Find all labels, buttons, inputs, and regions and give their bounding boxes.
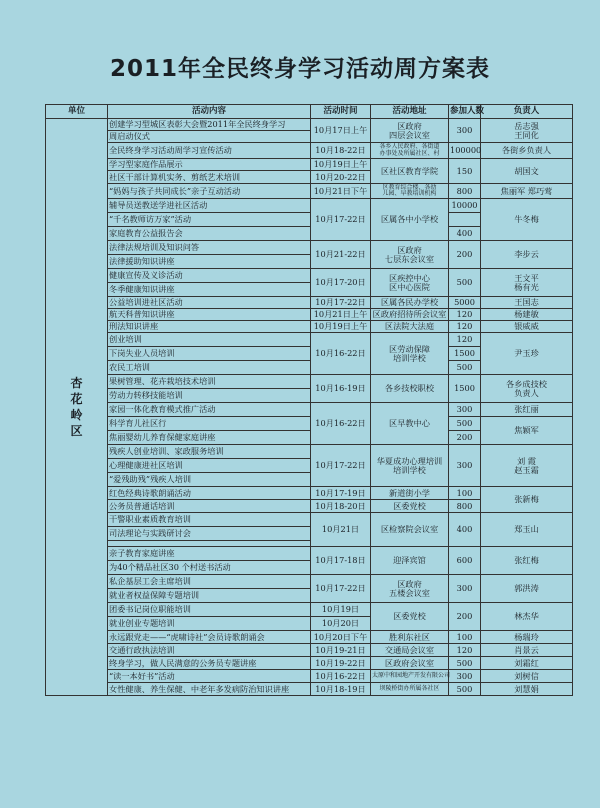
participants-cell: 500 <box>449 417 481 431</box>
location-line: 培训学校 <box>393 352 426 363</box>
participants-cell: 800 <box>449 500 481 513</box>
participants-cell: 200 <box>449 603 481 631</box>
participants-cell: 5000 <box>449 297 481 309</box>
leader-name: 赵玉霜 <box>514 464 539 475</box>
activity-cell: 航天科普知识讲座 <box>108 309 311 321</box>
time-cell: 10月16-22日 <box>311 333 371 375</box>
leader-cell <box>481 199 573 241</box>
location-cell <box>371 445 449 487</box>
activity-cell: 亲子教育家庭讲座 <box>108 547 311 561</box>
location-cell <box>371 631 449 644</box>
location-line: 交通局会议室 <box>384 644 435 655</box>
time-cell: 10月17-20日 <box>311 269 371 297</box>
participants-cell: 100 <box>449 487 481 500</box>
location-cell <box>371 333 449 375</box>
location-line: 区检察院会议室 <box>380 524 439 535</box>
participants-cell: 120 <box>449 644 481 657</box>
leader-name: 各街乡负责人 <box>501 145 552 156</box>
table-row <box>46 603 573 617</box>
time-cell: 10月16-22日 <box>311 670 371 683</box>
activity-cell: 法律援助知识讲座 <box>108 255 311 269</box>
time-cell: 10月20日 <box>311 617 371 631</box>
location-cell <box>371 657 449 670</box>
activity-cell: “千名教师访万家”活动 <box>108 213 311 227</box>
time-cell: 10月17-22日 <box>311 445 371 487</box>
time-cell: 10月17-22日 <box>311 575 371 603</box>
participants-cell: 200 <box>449 431 481 445</box>
location-cell <box>371 683 449 696</box>
time-cell: 10月18-20日 <box>311 500 371 513</box>
participants-cell: 400 <box>449 513 481 547</box>
leader-name: 尹玉珍 <box>514 348 539 359</box>
leader-cell <box>481 297 573 309</box>
time-cell: 10月18-19日 <box>311 683 371 696</box>
location-line: 坝陵桥街办所属各社区 <box>379 684 440 692</box>
leader-name: 肖景云 <box>514 644 539 655</box>
leader-name: 王同化 <box>514 129 539 140</box>
time-cell: 10月20-22日 <box>311 171 371 184</box>
activity-cell: 心理健康进社区培训 <box>108 459 311 473</box>
leader-cell <box>481 683 573 696</box>
location-line: 新道街小学 <box>389 487 430 498</box>
location-line: 区政府会议室 <box>384 657 435 668</box>
table-row <box>46 184 573 199</box>
leader-cell <box>481 241 573 269</box>
location-cell <box>371 403 449 445</box>
unit-char: 岭 <box>70 408 83 422</box>
unit-cell <box>46 119 108 696</box>
activity-cell: 法律法规培训及知识问答 <box>108 241 311 255</box>
participants-cell: 800 <box>449 184 481 199</box>
table-row <box>46 375 573 389</box>
activity-cell: 私企基层工会主席培训 <box>108 575 311 589</box>
activity-cell: 下岗失业人员培训 <box>108 347 311 361</box>
leader-name: 张红梅 <box>514 555 539 566</box>
header-time: 活动时间 <box>311 105 371 119</box>
leader-cell <box>481 445 573 487</box>
location-line: 区属各中小学校 <box>380 214 439 225</box>
leader-cell <box>481 309 573 321</box>
location-line: 区政府 <box>397 244 422 255</box>
time-cell: 10月21日上午 <box>311 309 371 321</box>
time-cell: 10月17日上午 <box>311 119 371 143</box>
table-row <box>46 333 573 347</box>
table-row <box>46 417 573 431</box>
leader-cell <box>481 575 573 603</box>
leader-cell <box>481 119 573 143</box>
leader-cell <box>481 333 573 375</box>
leader-name: 岳志强 <box>514 120 539 131</box>
leader-name: 郑玉山 <box>514 524 539 535</box>
header-leader: 负责人 <box>481 105 573 119</box>
participants-cell: 120 <box>449 321 481 333</box>
location-cell <box>371 297 449 309</box>
participants-cell: 120 <box>449 309 481 321</box>
location-cell <box>371 513 449 547</box>
unit-char: 区 <box>70 424 83 439</box>
location-line: 四层会议室 <box>389 129 430 140</box>
time-cell: 10月16-22日 <box>311 403 371 445</box>
leader-cell <box>481 417 573 445</box>
time-cell: 10月20日下午 <box>311 631 371 644</box>
activity-cell: 社区干部计算机实务、剪纸艺术培训 <box>108 171 311 184</box>
participants-cell: 120 <box>449 333 481 347</box>
table-row <box>46 445 573 459</box>
leader-cell <box>481 403 573 417</box>
table-row <box>46 199 573 213</box>
activity-cell: “爱残助残”残疾人培训 <box>108 473 311 487</box>
leader-name: 林杰华 <box>514 611 539 622</box>
leader-cell <box>481 657 573 670</box>
activity-cell: 刑法知识讲座 <box>108 321 311 333</box>
leader-cell <box>481 269 573 297</box>
location-line: 区早教中心 <box>389 418 430 429</box>
participants-cell: 300 <box>449 445 481 487</box>
location-line: 区政府 <box>397 120 422 131</box>
activity-cell: 果树管理、花卉栽培技术培训 <box>108 375 311 389</box>
activity-cell: 周启动仪式 <box>108 131 311 143</box>
participants-cell: 100000 <box>449 143 481 159</box>
location-line: 区劳动保障 <box>389 343 430 354</box>
time-cell: 10月19日上午 <box>311 159 371 171</box>
location-line: 七层东会议室 <box>384 253 435 264</box>
activity-cell: 就业创业专题培训 <box>108 617 311 631</box>
leader-name: 各乡成技校 <box>506 378 547 389</box>
table-header-row <box>46 105 573 119</box>
activity-cell: 冬季健康知识讲座 <box>108 283 311 297</box>
participants-cell <box>449 213 481 227</box>
activity-cell: 公益培训进社区活动 <box>108 297 311 309</box>
participants-cell: 200 <box>449 241 481 269</box>
time-cell: 10月18-22日 <box>311 143 371 159</box>
location-cell <box>371 603 449 631</box>
activity-cell: 终身学习，做人民满意的公务员专题讲座 <box>108 657 311 670</box>
location-cell <box>371 269 449 297</box>
leader-name: 刘 霞 <box>517 455 536 466</box>
participants-cell: 300 <box>449 403 481 417</box>
activity-cell: 女性健康、养生保健、中老年多发病防治知识讲座 <box>108 683 311 696</box>
table-row <box>46 403 573 417</box>
location-line: 办事处及所属社区、村 <box>379 149 440 157</box>
location-cell <box>371 241 449 269</box>
location-cell <box>371 375 449 403</box>
participants-cell: 100 <box>449 631 481 644</box>
unit-char: 花 <box>70 391 83 406</box>
time-cell: 10月17-18日 <box>311 547 371 575</box>
location-cell <box>371 199 449 241</box>
activity-cell: 为40个精品社区30 个村送书活动 <box>108 561 311 575</box>
location-cell <box>371 321 449 333</box>
leader-name: 杨瑞玲 <box>514 631 539 642</box>
location-cell <box>371 575 449 603</box>
leader-name: 郭洪涛 <box>514 583 539 594</box>
participants-cell: 300 <box>449 119 481 143</box>
location-line: 区政府 <box>397 578 422 589</box>
header-activity: 活动内容 <box>108 105 311 119</box>
participants-cell: 500 <box>449 657 481 670</box>
table-row <box>46 631 573 644</box>
time-cell: 10月17-22日 <box>311 297 371 309</box>
location-line: 太原中和园地产开发有限公司 <box>372 671 451 679</box>
leader-name: 负责人 <box>514 387 539 398</box>
table-row <box>46 269 573 283</box>
leader-cell <box>481 143 573 159</box>
time-cell: 10月21日 <box>311 513 371 547</box>
leader-name: 杨建敏 <box>514 309 539 320</box>
time-cell: 10月19日 <box>311 603 371 617</box>
activity-cell: 创业培训 <box>108 333 311 347</box>
location-line: 区中心医院 <box>389 281 430 292</box>
location-line: 区委党校 <box>393 500 426 511</box>
leader-cell <box>481 670 573 683</box>
participants-cell: 500 <box>449 683 481 696</box>
location-cell <box>371 309 449 321</box>
table-row <box>46 321 573 333</box>
time-cell: 10月21-22日 <box>311 241 371 269</box>
participants-cell: 10000 <box>449 199 481 213</box>
leader-name: 刘慧娟 <box>514 683 539 694</box>
leader-cell <box>481 644 573 657</box>
location-line: 区疾控中心 <box>389 272 430 283</box>
participants-cell: 1500 <box>449 347 481 361</box>
participants-cell: 300 <box>449 670 481 683</box>
participants-cell: 500 <box>449 269 481 297</box>
location-cell <box>371 143 449 159</box>
table-row <box>46 297 573 309</box>
unit-name <box>47 375 106 440</box>
activity-cell: 团委书记岗位职能培训 <box>108 603 311 617</box>
table-row <box>46 241 573 255</box>
table-row <box>46 547 573 561</box>
leader-name: 张红丽 <box>514 404 539 415</box>
location-line: 区政府招待所会议室 <box>372 309 447 320</box>
activity-cell: 学习型家庭作品展示 <box>108 159 311 171</box>
location-cell <box>371 547 449 575</box>
leader-cell <box>481 547 573 575</box>
leader-name: 焦颖军 <box>514 425 539 436</box>
location-line: 区教育综合楼、各幼 <box>382 183 437 191</box>
location-line: 区属各民办学校 <box>380 297 439 308</box>
participants-cell: 400 <box>449 227 481 241</box>
activity-cell: 家庭教育公益报告会 <box>108 227 311 241</box>
participants-cell: 500 <box>449 361 481 375</box>
activity-table <box>45 104 573 696</box>
time-cell: 10月17-22日 <box>311 199 371 241</box>
location-line: 华夏成功心理培训 <box>376 455 443 466</box>
activity-cell: 劳动力转移技能培训 <box>108 389 311 403</box>
leader-cell <box>481 513 573 547</box>
activity-cell: “读一本好书”活动 <box>108 670 311 683</box>
leader-name: 银威威 <box>514 321 539 332</box>
time-cell: 10月19日上午 <box>311 321 371 333</box>
time-cell: 10月19-22日 <box>311 657 371 670</box>
activity-cell: 全民终身学习活动周学习宣传活动 <box>108 143 311 159</box>
header-participants: 参加人数 <box>449 105 481 119</box>
leader-cell <box>481 184 573 199</box>
activity-cell: 创建学习型城区表彰大会暨2011年全民终身学习 <box>108 119 311 131</box>
table-row <box>46 513 573 527</box>
time-cell: 10月19-21日 <box>311 644 371 657</box>
activity-cell: 公务员普通话培训 <box>108 500 311 513</box>
time-cell: 10月21日下午 <box>311 184 371 199</box>
activity-cell: 干警职业素质教育培训 <box>108 513 311 527</box>
header-location: 活动地址 <box>371 105 449 119</box>
location-line: 区法院大法庭 <box>384 321 435 332</box>
location-line: 儿园、早教培训机构 <box>382 190 437 197</box>
table-row <box>46 683 573 696</box>
leader-name: 焦丽军 郑巧莺 <box>500 185 553 196</box>
leader-cell <box>481 631 573 644</box>
activity-cell: 交通行政执法培训 <box>108 644 311 657</box>
leader-cell <box>481 375 573 403</box>
participants-cell: 150 <box>449 159 481 184</box>
location-cell <box>371 670 449 683</box>
activity-cell: 辅导员送教送学进社区活动 <box>108 199 311 213</box>
page-title: 2011年全民终身学习活动周方案表 <box>109 56 490 82</box>
participants-cell: 1500 <box>449 375 481 403</box>
activity-cell: 科学育儿社区行 <box>108 417 311 431</box>
activity-cell: 家园一体化教育模式推广活动 <box>108 403 311 417</box>
activity-cell: 永远跟党走——“虎啸诗社”会员诗歌朗诵会 <box>108 631 311 644</box>
activity-cell: 红色经典诗歌朗诵活动 <box>108 487 311 500</box>
activity-cell: 残疾人创业培训、家政服务培训 <box>108 445 311 459</box>
leader-name: 张新梅 <box>514 494 539 505</box>
leader-name: 胡国文 <box>514 165 539 176</box>
location-cell <box>371 159 449 184</box>
leader-cell <box>481 603 573 631</box>
leader-name: 刘霜红 <box>514 657 539 668</box>
location-line: 培训学校 <box>393 464 426 475</box>
activity-cell: 农民工培训 <box>108 361 311 375</box>
location-line: 区委党校 <box>393 611 426 622</box>
location-line: 五楼会议室 <box>389 587 430 598</box>
leader-name: 李步云 <box>514 249 539 260</box>
leader-cell <box>481 487 573 513</box>
table-row <box>46 309 573 321</box>
location-line: 迎泽宾馆 <box>393 555 426 566</box>
time-cell: 10月16-19日 <box>311 375 371 403</box>
leader-cell <box>481 321 573 333</box>
participants-cell: 300 <box>449 575 481 603</box>
time-cell: 10月17-19日 <box>311 487 371 500</box>
activity-cell: 就业者权益保障专题培训 <box>108 589 311 603</box>
table-row <box>46 575 573 589</box>
location-cell <box>371 500 449 513</box>
location-line: 各乡技校职校 <box>384 383 435 394</box>
leader-name: 牛冬梅 <box>514 214 539 225</box>
table-row <box>46 657 573 670</box>
leader-name: 杨有光 <box>514 281 539 292</box>
activity-cell: 焦丽婴幼儿养育保健家庭讲座 <box>108 431 311 445</box>
leader-name: 王国志 <box>514 297 539 308</box>
location-cell <box>371 119 449 143</box>
leader-name: 刘树信 <box>514 670 539 681</box>
participants-cell: 600 <box>449 547 481 575</box>
activity-cell: 司法理论与实践研讨会 <box>108 527 311 541</box>
location-cell <box>371 644 449 657</box>
location-cell <box>371 487 449 500</box>
header-unit: 单位 <box>46 105 108 119</box>
table-row <box>46 143 573 159</box>
leader-name: 王文平 <box>514 272 539 283</box>
activity-cell: “妈妈与孩子共同成长”亲子互动活动 <box>108 184 311 199</box>
unit-char: 杏 <box>70 375 83 390</box>
table-row <box>46 487 573 500</box>
activity-cell: 健康宣传及义诊活动 <box>108 269 311 283</box>
table-row <box>46 644 573 657</box>
location-line: 区社区教育学院 <box>380 165 439 176</box>
table-row <box>46 670 573 683</box>
leader-cell <box>481 159 573 184</box>
table-row <box>46 159 573 171</box>
table-row <box>46 119 573 131</box>
location-line: 胜利东社区 <box>389 631 430 642</box>
location-cell <box>371 184 449 199</box>
location-line: 各乡人民政府、各街道 <box>379 143 440 151</box>
